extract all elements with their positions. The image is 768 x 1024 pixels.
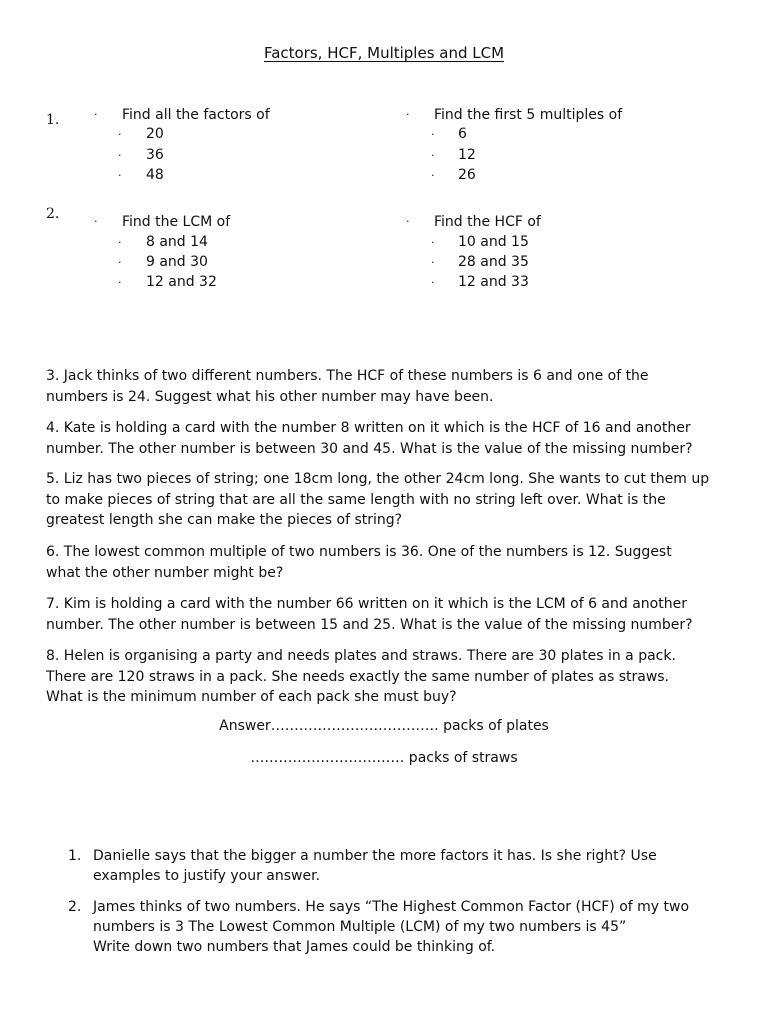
section-number: 1. (46, 112, 60, 128)
bullet: · (118, 276, 122, 289)
question-4 (46, 418, 726, 459)
list-item: 10 and 15 (458, 234, 529, 250)
question-line: what the other number might be? (46, 564, 284, 581)
question-line: Write down two numbers that James could be thinking of. (93, 939, 496, 955)
list-item: 48 (146, 167, 164, 183)
list-item: 12 and 32 (146, 274, 217, 290)
question-7 (46, 594, 726, 635)
page-title: Factors, HCF, Multiples and LCM (263, 44, 505, 62)
bullet: · (94, 215, 98, 228)
bullet: · (431, 149, 435, 162)
list-item: 28 and 35 (458, 254, 529, 270)
question-line: 6. The lowest common multiple of two numbers is 36. One of the numbers is 12. Suggest (46, 544, 672, 560)
question-line: numbers is 3 The Lowest Common Multiple (LCM) of my two numbers is 45” (93, 919, 627, 935)
list-item: 12 (458, 147, 476, 163)
bullet: · (431, 256, 435, 269)
list-item: 26 (458, 167, 476, 183)
bullet: · (406, 215, 410, 228)
bullet: · (118, 236, 122, 249)
question-5 (46, 469, 726, 531)
extension-number: 1. (68, 848, 82, 864)
question-8 (46, 646, 726, 708)
question-line: numbers is 24. Suggest what his other number may have been. (46, 388, 494, 405)
question-line: 7. Kim is holding a card with the number 66 written on it which is the LCM of 6 and another (46, 596, 687, 612)
question-3 (46, 366, 726, 407)
question-6 (46, 542, 726, 583)
hcf-heading: Find the HCF of (434, 214, 541, 230)
extension-question-2 (93, 897, 733, 957)
question-line: There are 120 straws in a pack. She needs exactly the same number of plates as straws. (46, 668, 670, 685)
multiples-heading: Find the first 5 multiples of (434, 107, 623, 123)
bullet: · (431, 276, 435, 289)
list-item: 6 (458, 126, 467, 142)
question-line: examples to justify your answer. (93, 868, 321, 884)
question-line: 3. Jack thinks of two different numbers. The HCF of these numbers is 6 and one of the (46, 368, 649, 384)
question-line: number. The other number is between 15 and 25. What is the value of the missing number? (46, 616, 693, 633)
factors-heading: Find all the factors of (122, 107, 270, 123)
list-item: 12 and 33 (458, 274, 529, 290)
bullet: · (118, 169, 122, 182)
list-item: 8 and 14 (146, 234, 208, 250)
question-line: greatest length she can make the pieces of string? (46, 512, 403, 528)
lcm-heading: Find the LCM of (122, 214, 231, 230)
bullet: · (94, 108, 98, 121)
bullet: · (118, 256, 122, 269)
bullet: · (406, 108, 410, 121)
answer-straws-line: …………………………… packs of straws (250, 750, 518, 766)
question-line: 5. Liz has two pieces of string; one 18cm long, the other 24cm long. She wants to cut them up (46, 471, 710, 487)
question-line: What is the minimum number of each pack she must buy? (46, 689, 457, 705)
bullet: · (431, 236, 435, 249)
list-item: 9 and 30 (146, 254, 208, 270)
bullet: · (431, 128, 435, 141)
extension-number: 2. (68, 899, 82, 915)
list-item: 20 (146, 126, 164, 142)
bullet: · (431, 169, 435, 182)
bullet: · (118, 149, 122, 162)
question-line: to make pieces of string that are all the same length with no string left over. What is the (46, 491, 666, 508)
section-number: 2. (46, 206, 60, 222)
question-line: James thinks of two numbers. He says “The Highest Common Factor (HCF) of my two (93, 899, 690, 915)
extension-question-1 (93, 846, 733, 886)
list-item: 36 (146, 147, 164, 163)
question-line: 4. Kate is holding a card with the number 8 written on it which is the HCF of 16 and another (46, 420, 691, 436)
question-line: 8. Helen is organising a party and needs plates and straws. There are 30 plates in a pack. (46, 648, 676, 664)
answer-plates-line: Answer……………………………… packs of plates (219, 718, 549, 734)
bullet: · (118, 128, 122, 141)
question-line: number. The other number is between 30 and 45. What is the value of the missing number? (46, 440, 693, 457)
question-line: Danielle says that the bigger a number the more factors it has. Is she right? Use (93, 848, 657, 864)
